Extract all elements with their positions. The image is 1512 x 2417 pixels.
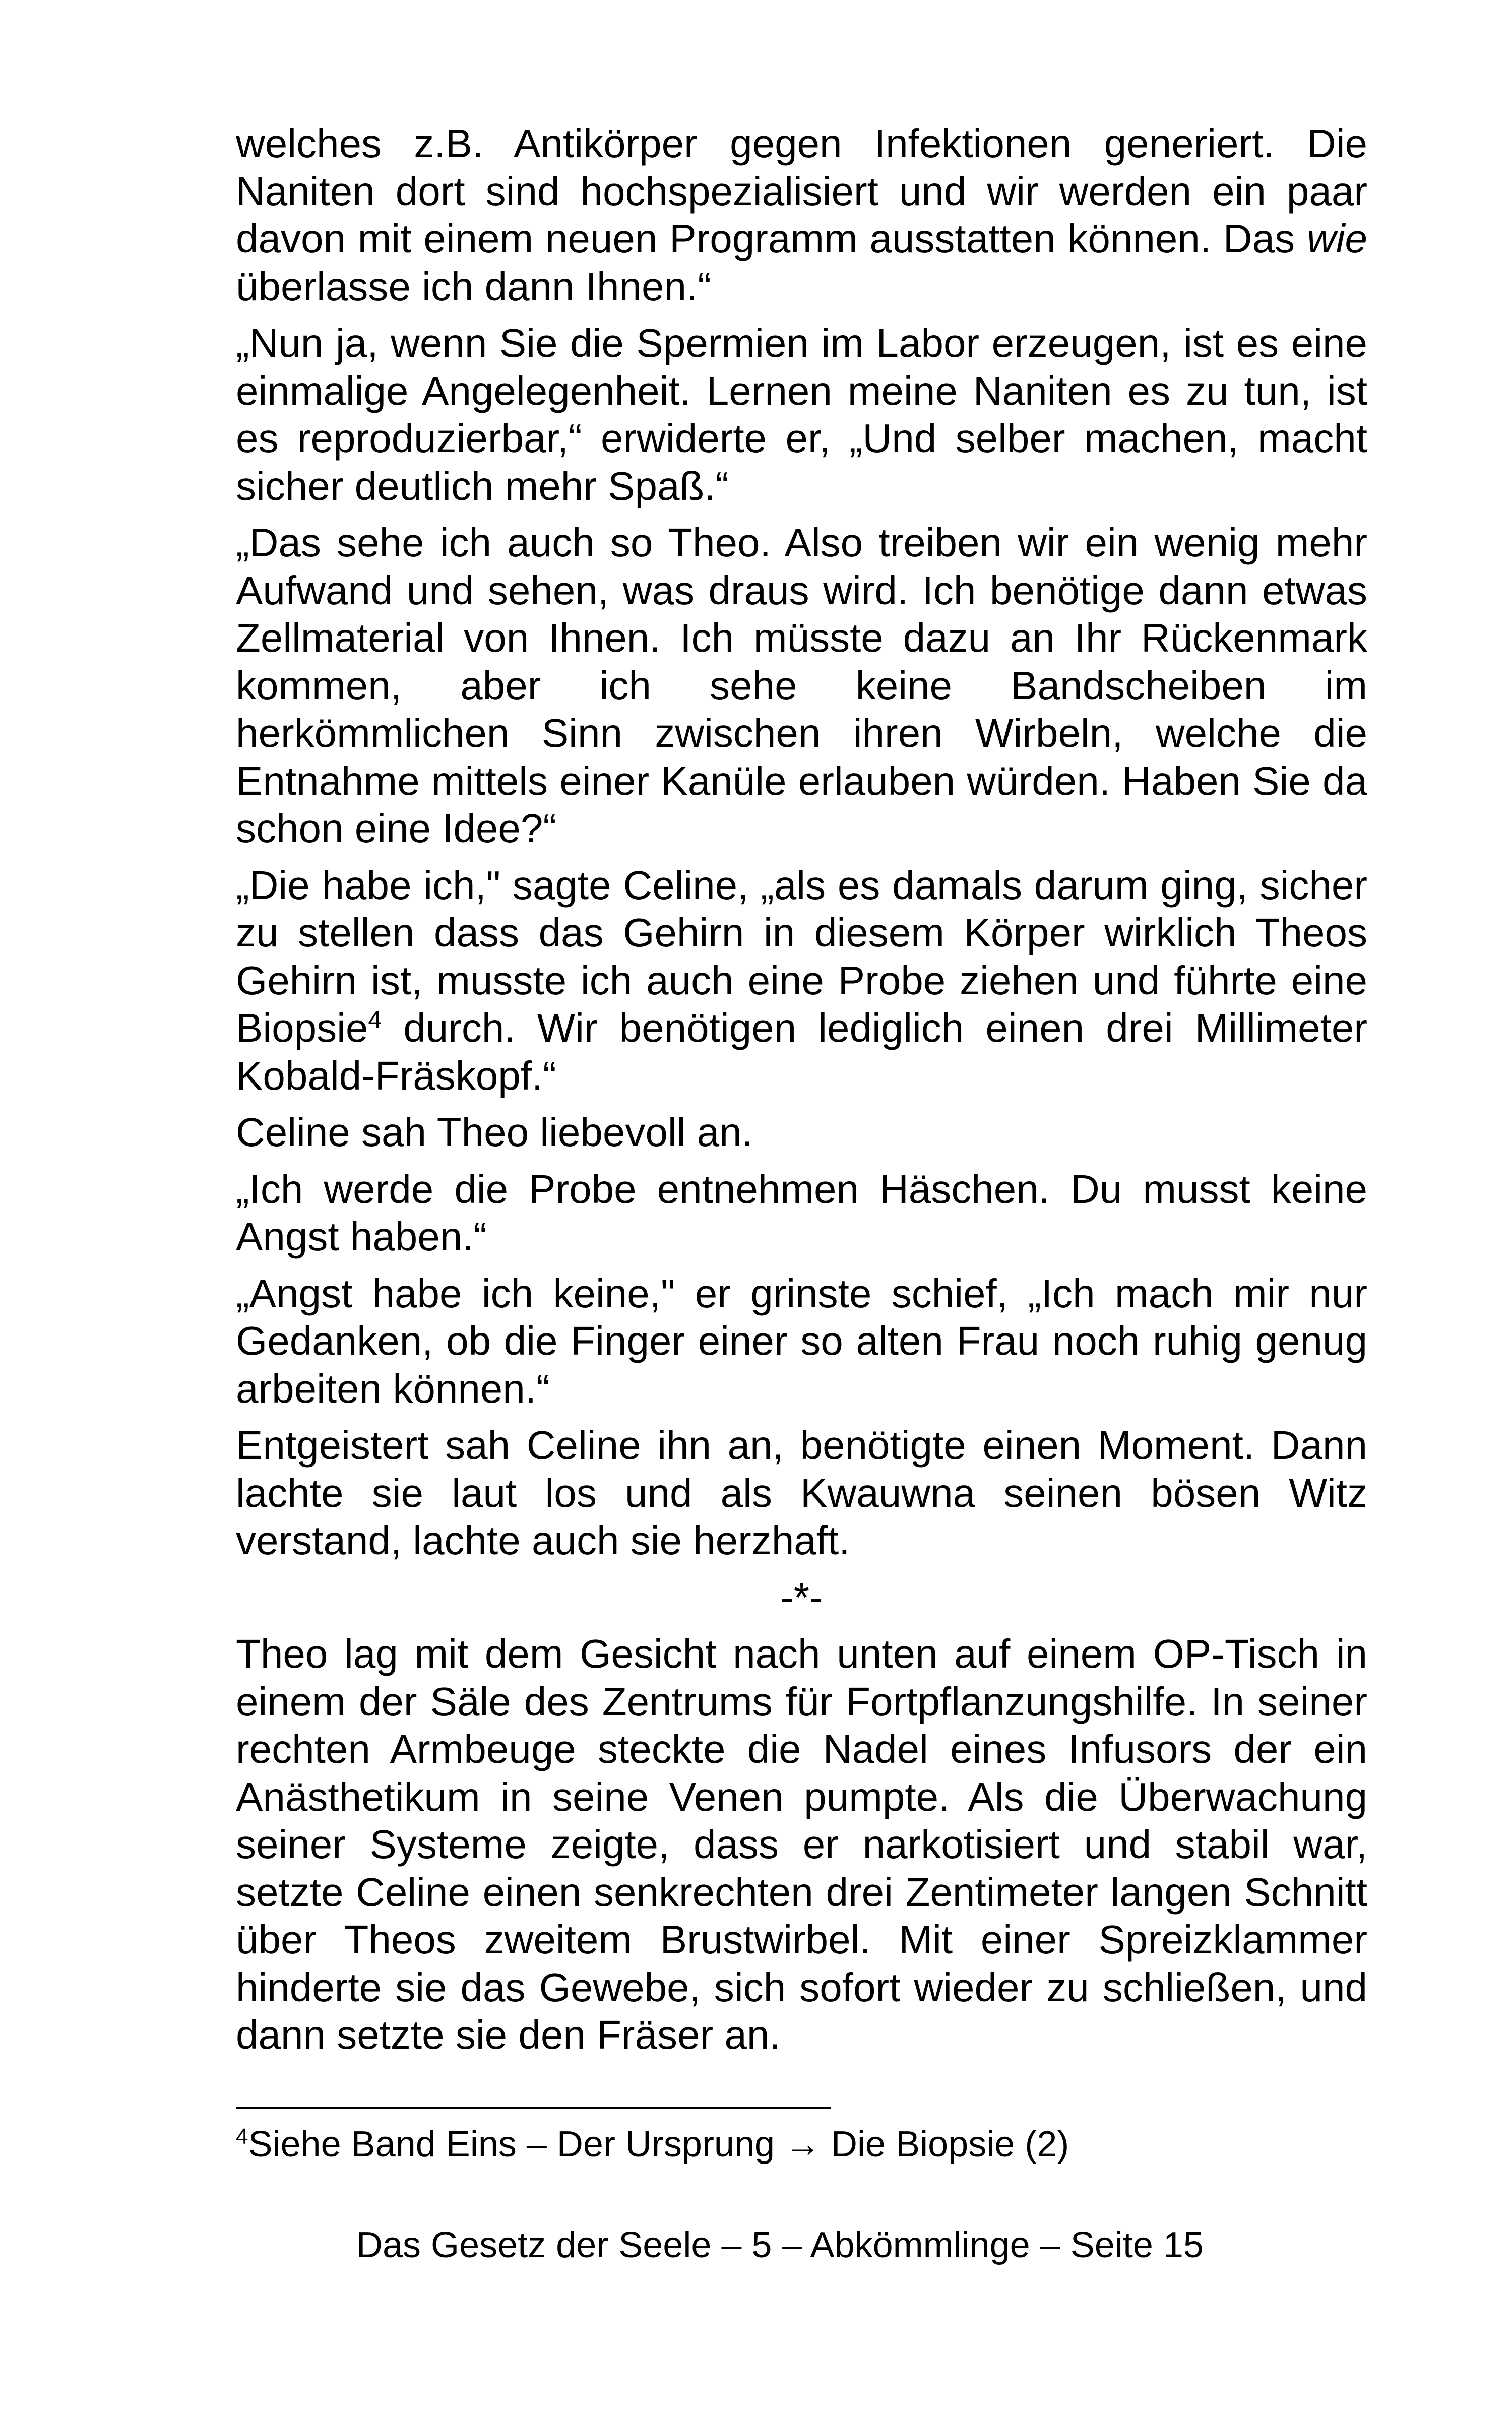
page-footer: Das Gesetz der Seele – 5 – Abkömmlinge – Seite 15 xyxy=(356,2225,1204,2265)
paragraph-9: Theo lag mit dem Gesicht nach unten auf einem OP-Tisch in einem der Säle des Zentrums für Fortpflanzungshilfe. In seiner rechten Armbeuge steckte die Nadel eines Infusors der ein Anästhetikum in seine Venen pumpte. Als die Überwachung seiner Systeme zeigte, dass er narkotisiert und stabil war, setzte Celine einen senkrechten drei Zentimeter langen Schnitt über Theos zweitem Brustwirbel. Mit einer Spreizklammer hinderte sie das Gewebe, sich sofort wieder zu schließen, und dann setzte sie den Fräser an. xyxy=(236,1631,1367,2057)
emphasis-wie: wie xyxy=(1306,216,1367,261)
paragraph-7: „Angst habe ich keine," er grinste schief, „Ich mach mir nur Gedanken, ob die Finger einer so alten Frau noch ruhig genug arbeiten können.“ xyxy=(236,1270,1367,1411)
paragraph-6: „Ich werde die Probe entnehmen Häschen. Du musst keine Angst haben.“ xyxy=(236,1166,1367,1259)
paragraph-2: „Nun ja, wenn Sie die Spermien im Labor erzeugen, ist es eine einmalige Angelegenheit. Lernen meine Naniten es zu tun, ist es reproduzierbar,“ erwiderte er, „Und selber machen, macht sicher deutlich mehr Spaß.“ xyxy=(236,321,1367,508)
paragraph-3: „Das sehe ich auch so Theo. Also treiben wir ein wenig mehr Aufwand und sehen, was draus wird. Ich benötige dann etwas Zellmaterial von Ihnen. Ich müsste dazu an Ihr Rückenmark kommen, aber ich sehe keine Bandscheiben im herkömmlichen Sinn zwischen ihren Wirbeln, welche die Entnahme mittels einer Kanüle erlauben würden. Haben Sie da schon eine Idee?“ xyxy=(236,520,1367,851)
body-text xyxy=(236,120,1367,2059)
paragraph-5: Celine sah Theo liebevoll an. xyxy=(236,1110,753,1155)
paragraph-1 xyxy=(236,120,1367,310)
paragraph-1-text-a: welches z.B. Antikörper gegen Infektionen generiert. Die Naniten dort sind hochspezialisiert und wir werden ein paar davon mit einem neuen Programm ausstatten können. Das xyxy=(236,121,1367,261)
footnote-number: 4 xyxy=(236,2124,248,2149)
scene-separator: -*- xyxy=(780,1574,823,1620)
paragraph-4 xyxy=(236,862,1367,1100)
footnote xyxy=(236,2122,1367,2167)
paragraph-1-text-b: überlasse ich dann Ihnen.“ xyxy=(236,264,711,309)
paragraph-4-text-b: durch. Wir benötigen lediglich einen drei Millimeter Kobald-Fräskopf.“ xyxy=(236,1005,1367,1098)
footnote-text: Siehe Band Eins – Der Ursprung → Die Biopsie (2) xyxy=(248,2124,1069,2165)
footnote-divider xyxy=(236,2107,831,2109)
footnote-reference[interactable]: 4 xyxy=(368,1006,382,1034)
paragraph-8: Entgeistert sah Celine ihn an, benötigte einen Moment. Dann lachte sie laut los und als Kwauwna seinen bösen Witz verstand, lachte auch sie herzhaft. xyxy=(236,1423,1367,1563)
paragraph-4-text-a: „Die habe ich," sagte Celine, „als es damals darum ging, sicher zu stellen dass das Gehirn in diesem Körper wirklich Theos Gehirn ist, musste ich auch eine Probe ziehen und führte eine Biopsie xyxy=(236,862,1367,1050)
